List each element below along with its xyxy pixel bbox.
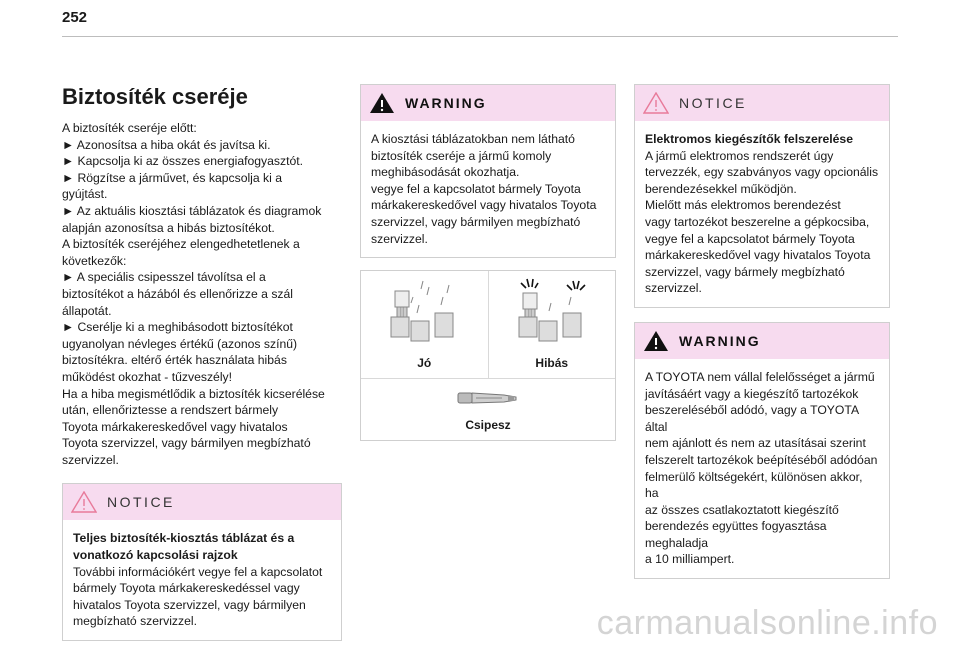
fuse-figure xyxy=(360,270,616,441)
section-title: Biztosíték cseréje xyxy=(62,84,248,109)
text-line: További információkért vegye fel a kapcsolatot xyxy=(73,564,323,579)
text-line: az összes csatlakoztatott kiegészítő xyxy=(645,502,839,517)
text-line: javításáért vagy a kiegészítő tartozékok xyxy=(645,386,859,401)
text-line: hivatalos Toyota szervizzel, vagy bármilyen xyxy=(73,597,306,612)
fuse-good-cell xyxy=(361,271,488,378)
notice-heading: vonatkozó kapcsolási rajzok xyxy=(73,548,238,563)
text-line: szervizzel. xyxy=(62,452,119,467)
fuse-good-label: Jó xyxy=(417,356,432,371)
text-line: gyújtást. xyxy=(62,187,108,202)
text-line: márkakereskedővel vagy hivatalos Toyota xyxy=(645,248,871,263)
warning-label: WARNING xyxy=(405,95,487,111)
column-3 xyxy=(634,84,890,579)
text-line: működést okozhat - tűzveszély! xyxy=(62,369,233,384)
text-line: ► Cserélje ki a meghibásodott biztosítékot xyxy=(62,320,293,335)
fuse-blown-illustration xyxy=(515,277,589,347)
text-line: ► A speciális csipesszel távolítsa el a xyxy=(62,270,266,285)
fuse-row xyxy=(361,271,615,379)
text-line: Toyota szervizzel, vagy bármilyen megbízható xyxy=(62,436,311,451)
warning-body xyxy=(361,121,615,257)
notice-label: NOTICE xyxy=(679,95,747,111)
fuse-bad-cell xyxy=(488,271,616,378)
text-line: vegye fel a kapcsolatot bármely Toyota xyxy=(645,231,855,246)
text-line: ► Azonosítsa a hiba okát és javítsa ki. xyxy=(62,137,271,152)
text-line: meghibásodását okozhatja. xyxy=(371,165,520,180)
notice-heading: Teljes biztosíték-kiosztás táblázat és a xyxy=(73,531,295,546)
intro-text xyxy=(62,120,342,468)
notice-header xyxy=(63,484,341,520)
text-line: ► Kapcsolja ki az összes energiafogyasztót. xyxy=(62,154,304,169)
watermark: carmanualsonline.info xyxy=(596,604,938,642)
warning-triangle-icon xyxy=(369,92,395,114)
text-line: Toyota márkakereskedővel vagy hivatalos xyxy=(62,419,288,434)
text-line: állapotát. xyxy=(62,303,112,318)
fuse-good-illustration xyxy=(387,277,461,347)
text-line: felmerülő költségekért, különösen akkor, ha xyxy=(645,469,863,501)
text-line: bármely Toyota márkakereskedéssel vagy xyxy=(73,581,300,596)
page-number: 252 xyxy=(62,9,88,26)
text-line: beszereléséből adódó, vagy a TOYOTA által xyxy=(645,403,859,434)
notice-box-fuse-tables xyxy=(62,483,342,641)
text-line: A TOYOTA nem vállal felelősséget a jármű xyxy=(645,369,875,384)
fuse-puller-illustration xyxy=(456,387,520,409)
notice-body xyxy=(63,520,341,640)
fuse-puller-cell xyxy=(361,379,615,440)
notice-label: NOTICE xyxy=(107,494,175,511)
warning-body xyxy=(635,359,889,578)
column-1 xyxy=(62,84,342,641)
warning-box-accessories xyxy=(634,322,890,579)
text-line: Ha a hiba megismétlődik a biztosíték kicserélése xyxy=(62,386,325,401)
text-line: berendezés együttes fogyasztása meghaladja xyxy=(645,519,827,550)
text-line: Mielőtt más elektromos berendezést xyxy=(645,198,841,213)
text-line: vegye fel a kapcsolatot bármely Toyota xyxy=(371,181,581,196)
text-line: szervizzel, vagy bármely megbízható xyxy=(645,264,845,279)
text-line: A kiosztási táblázatokban nem látható xyxy=(371,132,575,146)
warning-triangle-icon xyxy=(643,330,669,352)
text-line: után, ellenőriztesse a rendszert bármely xyxy=(62,403,279,418)
top-rule xyxy=(62,36,898,37)
text-line: berendezésekkel működjön. xyxy=(645,181,797,196)
text-line: megbízható szervizzel. xyxy=(73,614,197,629)
text-line: biztosítékot a házából és ellenőrizze a szál xyxy=(62,286,294,301)
text-line: A jármű elektromos rendszerét úgy xyxy=(645,148,834,163)
warning-box-fuse-replacement xyxy=(360,84,616,258)
text-line: ► Az aktuális kiosztási táblázatok és diagramok xyxy=(62,203,322,218)
warning-header xyxy=(361,85,615,121)
notice-triangle-icon xyxy=(71,491,97,513)
text-line: következők: xyxy=(62,253,127,268)
text-line: biztosíték cseréje a jármű komoly xyxy=(371,148,552,163)
text-line: nem ajánlott és nem az utasításai szerint xyxy=(645,436,866,451)
warning-header xyxy=(635,323,889,359)
text-line: szervizzel. xyxy=(371,231,428,246)
fuse-bad-label: Hibás xyxy=(535,356,569,371)
text-line: szervizzel, vagy bármilyen megbízható xyxy=(371,214,581,229)
text-line: A biztosíték cseréjéhez elengedhetetlenek a xyxy=(62,237,300,252)
notice-box-accessories xyxy=(634,84,890,308)
text-line: tervezzék, egy szabványos vagy opcionális xyxy=(645,165,879,180)
text-line: ugyanolyan névleges értékű (azonos színű) xyxy=(62,336,298,351)
text-line: felszerelt tartozékok beépítéséből adódóan xyxy=(645,452,878,467)
column-2 xyxy=(360,84,616,441)
notice-header xyxy=(635,85,889,121)
warning-label: WARNING xyxy=(679,332,761,349)
notice-triangle-icon xyxy=(643,92,669,114)
fuse-puller-label: Csipesz xyxy=(465,418,511,433)
text-line: a 10 milliampert. xyxy=(645,552,735,567)
text-line: márkakereskedővel vagy hivatalos Toyota xyxy=(371,198,597,213)
text-line: biztosítékra. eltérő érték használata hibás xyxy=(62,353,287,368)
text-line: szervizzel. xyxy=(645,281,702,296)
notice-heading: Elektromos kiegészítők felszerelése xyxy=(645,132,853,146)
text-line: A biztosíték cseréje előtt: xyxy=(62,121,197,135)
text-line: ► Rögzítse a járművet, és kapcsolja ki a xyxy=(62,170,283,185)
notice-body xyxy=(635,121,889,307)
text-line: alapján azonosítsa a hibás biztosítékot. xyxy=(62,220,275,235)
text-line: vagy tartozékot beszerelne a gépkocsiba, xyxy=(645,214,870,229)
